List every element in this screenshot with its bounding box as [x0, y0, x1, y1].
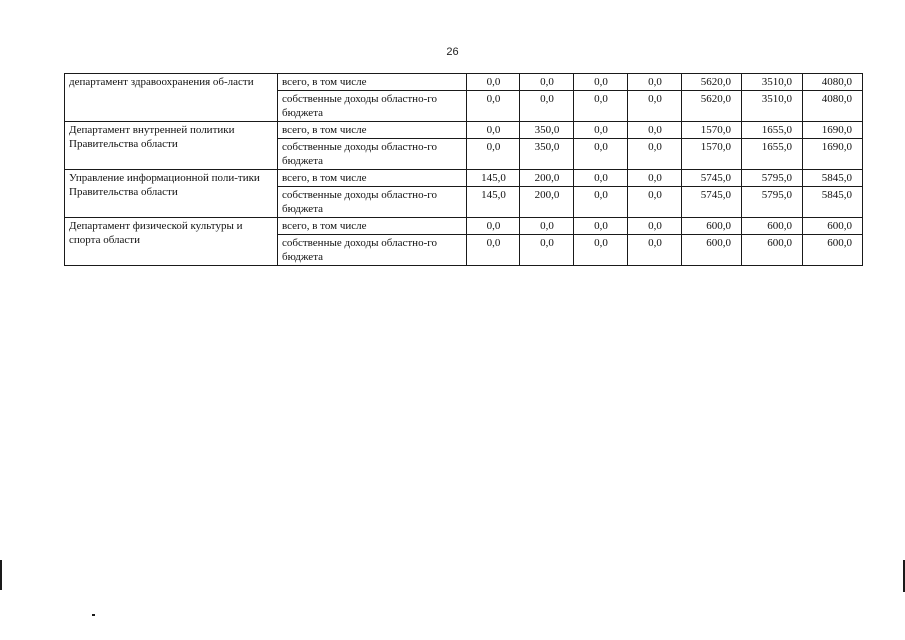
value-cell: 0,0: [628, 91, 682, 122]
value-cell: 0,0: [628, 74, 682, 91]
value-cell: 0,0: [628, 235, 682, 266]
value-cell: 0,0: [574, 187, 628, 218]
funding-source: всего, в том числе: [278, 74, 467, 91]
value-cell: 0,0: [467, 235, 520, 266]
value-cell: 0,0: [628, 170, 682, 187]
table-row: [65, 170, 863, 187]
table-row: [65, 122, 863, 139]
value-cell: 0,0: [467, 218, 520, 235]
scan-speck: [92, 614, 95, 616]
value-cell: 200,0: [520, 170, 574, 187]
value-cell: 0,0: [520, 235, 574, 266]
table-row: [65, 74, 863, 91]
budget-table-body: [65, 74, 863, 266]
value-cell: 5620,0: [682, 74, 742, 91]
value-cell: 0,0: [520, 91, 574, 122]
value-cell: 5845,0: [803, 187, 863, 218]
value-cell: 5620,0: [682, 91, 742, 122]
value-cell: 600,0: [803, 235, 863, 266]
value-cell: 600,0: [682, 235, 742, 266]
value-cell: 0,0: [574, 235, 628, 266]
department-name: Департамент физической культуры и спорта области: [65, 218, 278, 266]
page-number: 26: [446, 46, 459, 58]
value-cell: 0,0: [628, 139, 682, 170]
value-cell: 200,0: [520, 187, 574, 218]
department-name: Управление информационной поли-тики Правительства области: [65, 170, 278, 218]
value-cell: 350,0: [520, 139, 574, 170]
value-cell: 1655,0: [742, 139, 803, 170]
funding-source: всего, в том числе: [278, 218, 467, 235]
value-cell: 145,0: [467, 170, 520, 187]
value-cell: 0,0: [520, 218, 574, 235]
value-cell: 5795,0: [742, 187, 803, 218]
value-cell: 3510,0: [742, 74, 803, 91]
value-cell: 0,0: [467, 91, 520, 122]
value-cell: 1570,0: [682, 139, 742, 170]
department-name: департамент здравоохранения об-ласти: [65, 74, 278, 122]
funding-source: всего, в том числе: [278, 122, 467, 139]
value-cell: 0,0: [574, 122, 628, 139]
value-cell: 1690,0: [803, 122, 863, 139]
value-cell: 600,0: [742, 235, 803, 266]
value-cell: 0,0: [520, 74, 574, 91]
value-cell: 1570,0: [682, 122, 742, 139]
scan-edge-mark: [0, 560, 2, 590]
value-cell: 5745,0: [682, 170, 742, 187]
value-cell: 350,0: [520, 122, 574, 139]
funding-source: собственные доходы областно-го бюджета: [278, 91, 467, 122]
value-cell: 0,0: [628, 187, 682, 218]
value-cell: 600,0: [682, 218, 742, 235]
value-cell: 0,0: [574, 91, 628, 122]
value-cell: 5795,0: [742, 170, 803, 187]
value-cell: 5745,0: [682, 187, 742, 218]
department-name: Департамент внутренней политики Правительства области: [65, 122, 278, 170]
value-cell: 0,0: [574, 139, 628, 170]
funding-source: собственные доходы областно-го бюджета: [278, 187, 467, 218]
value-cell: 0,0: [467, 74, 520, 91]
budget-table: [64, 73, 863, 266]
funding-source: всего, в том числе: [278, 170, 467, 187]
value-cell: 5845,0: [803, 170, 863, 187]
value-cell: 0,0: [574, 218, 628, 235]
value-cell: 0,0: [467, 139, 520, 170]
table-row: [65, 218, 863, 235]
funding-source: собственные доходы областно-го бюджета: [278, 139, 467, 170]
funding-source: собственные доходы областно-го бюджета: [278, 235, 467, 266]
value-cell: 3510,0: [742, 91, 803, 122]
value-cell: 600,0: [742, 218, 803, 235]
value-cell: 145,0: [467, 187, 520, 218]
value-cell: 0,0: [467, 122, 520, 139]
value-cell: 4080,0: [803, 74, 863, 91]
value-cell: 1655,0: [742, 122, 803, 139]
value-cell: 0,0: [628, 122, 682, 139]
value-cell: 4080,0: [803, 91, 863, 122]
value-cell: 0,0: [574, 74, 628, 91]
value-cell: 0,0: [574, 170, 628, 187]
value-cell: 1690,0: [803, 139, 863, 170]
value-cell: 0,0: [628, 218, 682, 235]
value-cell: 600,0: [803, 218, 863, 235]
